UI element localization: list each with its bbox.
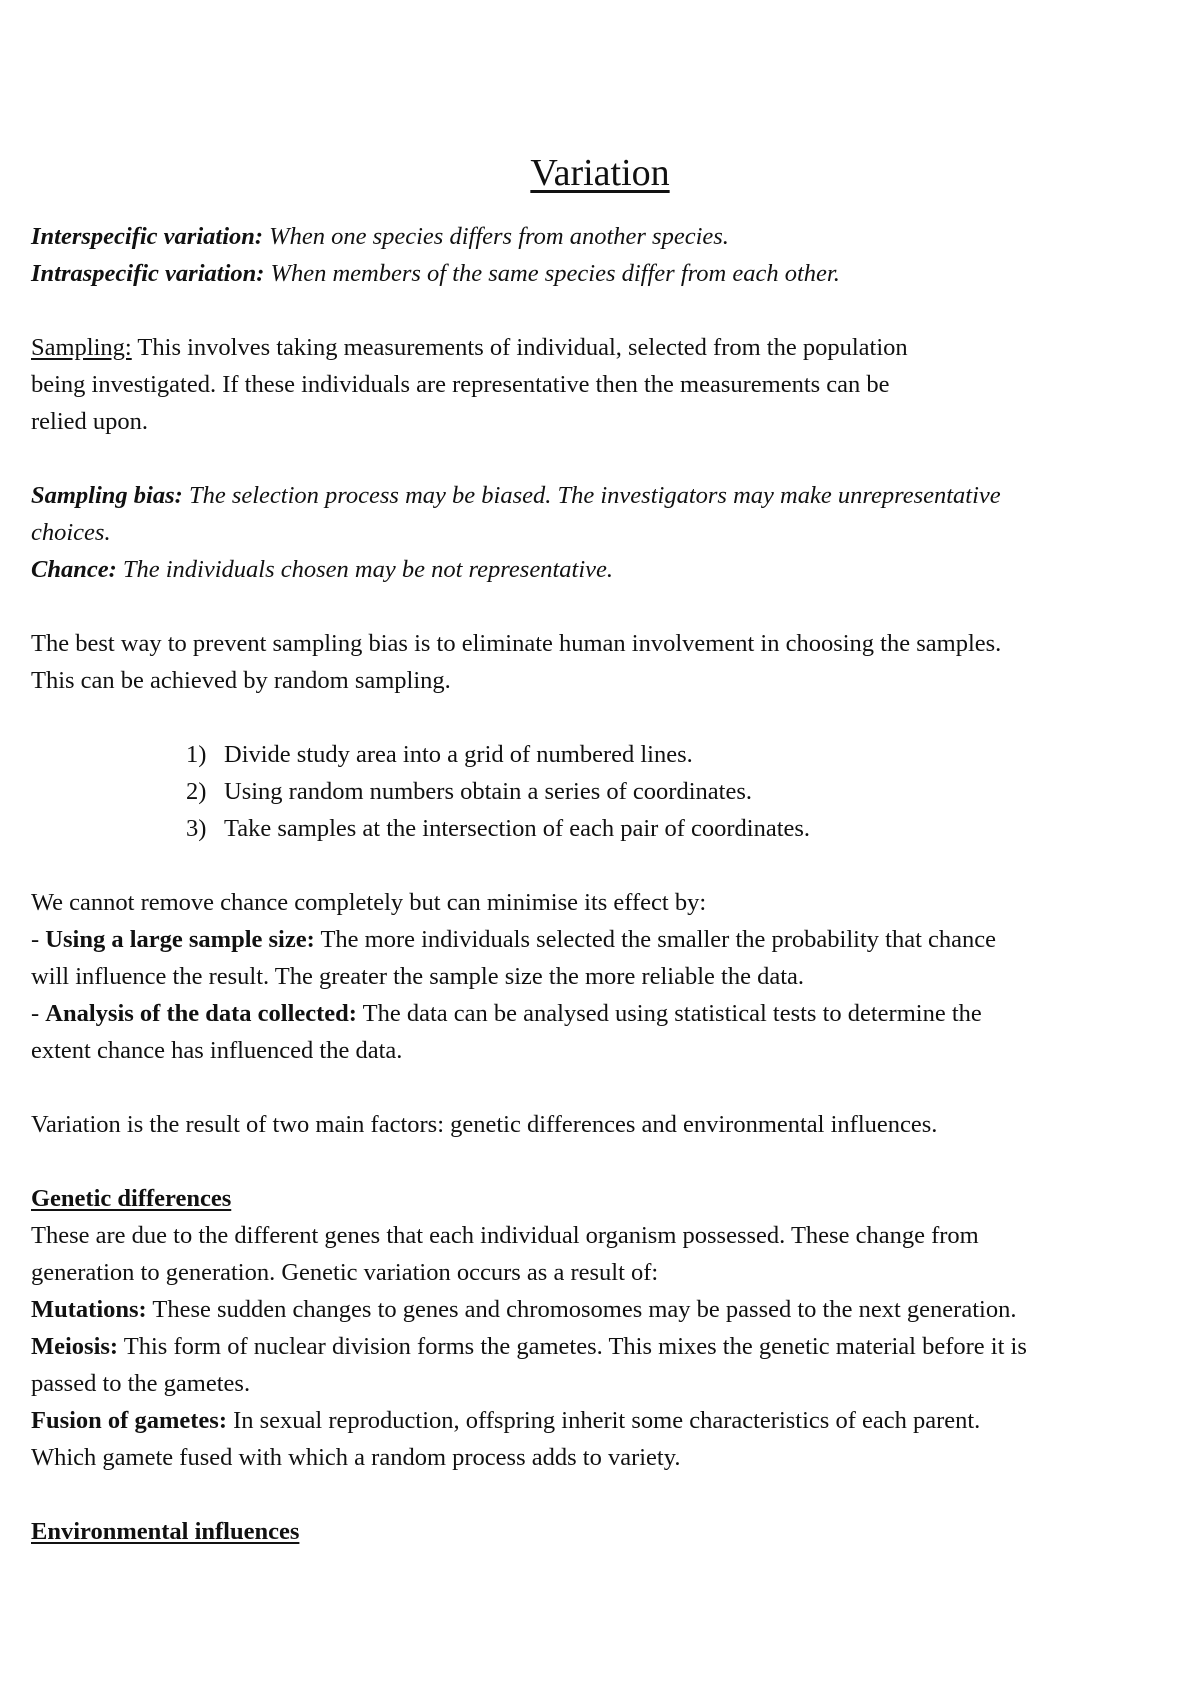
mutations-paragraph: Mutations: These sudden changes to genes and chromosomes may be passed to the next generation. (31, 1296, 1017, 1323)
sampling-line-2: being investigated. If these individuals are representative then the measurements can be (31, 371, 890, 398)
page-title: Variation (530, 152, 670, 194)
prevent-line-1: The best way to prevent sampling bias is to eliminate human involvement in choosing the samples. (31, 630, 1002, 657)
document-body (31, 218, 1181, 1550)
list-item: 1) Divide study area into a grid of numbered lines. (186, 741, 693, 768)
genetic-heading: Genetic differences (31, 1185, 232, 1212)
meiosis-line-2: passed to the gametes. (31, 1370, 251, 1397)
fusion-paragraph: Fusion of gametes: In sexual reproduction, offspring inherit some characteristics of each parent. (31, 1407, 981, 1434)
definition-intraspecific: Intraspecific variation: When members of the same species differ from each other. (31, 260, 840, 287)
sampling-bias-line-2: choices. (31, 519, 111, 546)
analysis-line-2: extent chance has influenced the data. (31, 1037, 403, 1064)
meiosis-paragraph: Meiosis: This form of nuclear division forms the gametes. This mixes the genetic material before it is (31, 1333, 1027, 1360)
environmental-heading: Environmental influences (31, 1518, 300, 1545)
sampling-line-3: relied upon. (31, 408, 149, 435)
sampling-bias-paragraph: Sampling bias: The selection process may be biased. The investigators may make unrepresentative (31, 482, 1001, 509)
chance-intro: We cannot remove chance completely but can minimise its effect by: (31, 889, 707, 916)
chance-paragraph: Chance: The individuals chosen may be not representative. (31, 556, 613, 583)
large-sample-line-2: will influence the result. The greater the sample size the more reliable the data. (31, 963, 805, 990)
analysis-paragraph: - Analysis of the data collected: The data can be analysed using statistical tests to determine the (31, 1000, 982, 1027)
fusion-line-2: Which gamete fused with which a random process adds to variety. (31, 1444, 681, 1471)
large-sample-paragraph: - Using a large sample size: The more individuals selected the smaller the probability that chance (31, 926, 997, 953)
factors-paragraph: Variation is the result of two main factors: genetic differences and environmental influences. (31, 1111, 938, 1138)
definition-interspecific: Interspecific variation: When one species differs from another species. (31, 223, 729, 250)
list-item: 3) Take samples at the intersection of each pair of coordinates. (186, 815, 811, 842)
prevent-line-2: This can be achieved by random sampling. (31, 667, 451, 694)
list-item: 2) Using random numbers obtain a series of coordinates. (186, 778, 752, 805)
sampling-paragraph: Sampling: This involves taking measurements of individual, selected from the population (31, 334, 908, 361)
genetic-line-1: These are due to the different genes that each individual organism possessed. These change from (31, 1222, 979, 1249)
genetic-line-2: generation to generation. Genetic variation occurs as a result of: (31, 1259, 659, 1286)
random-sampling-steps (31, 736, 1181, 847)
